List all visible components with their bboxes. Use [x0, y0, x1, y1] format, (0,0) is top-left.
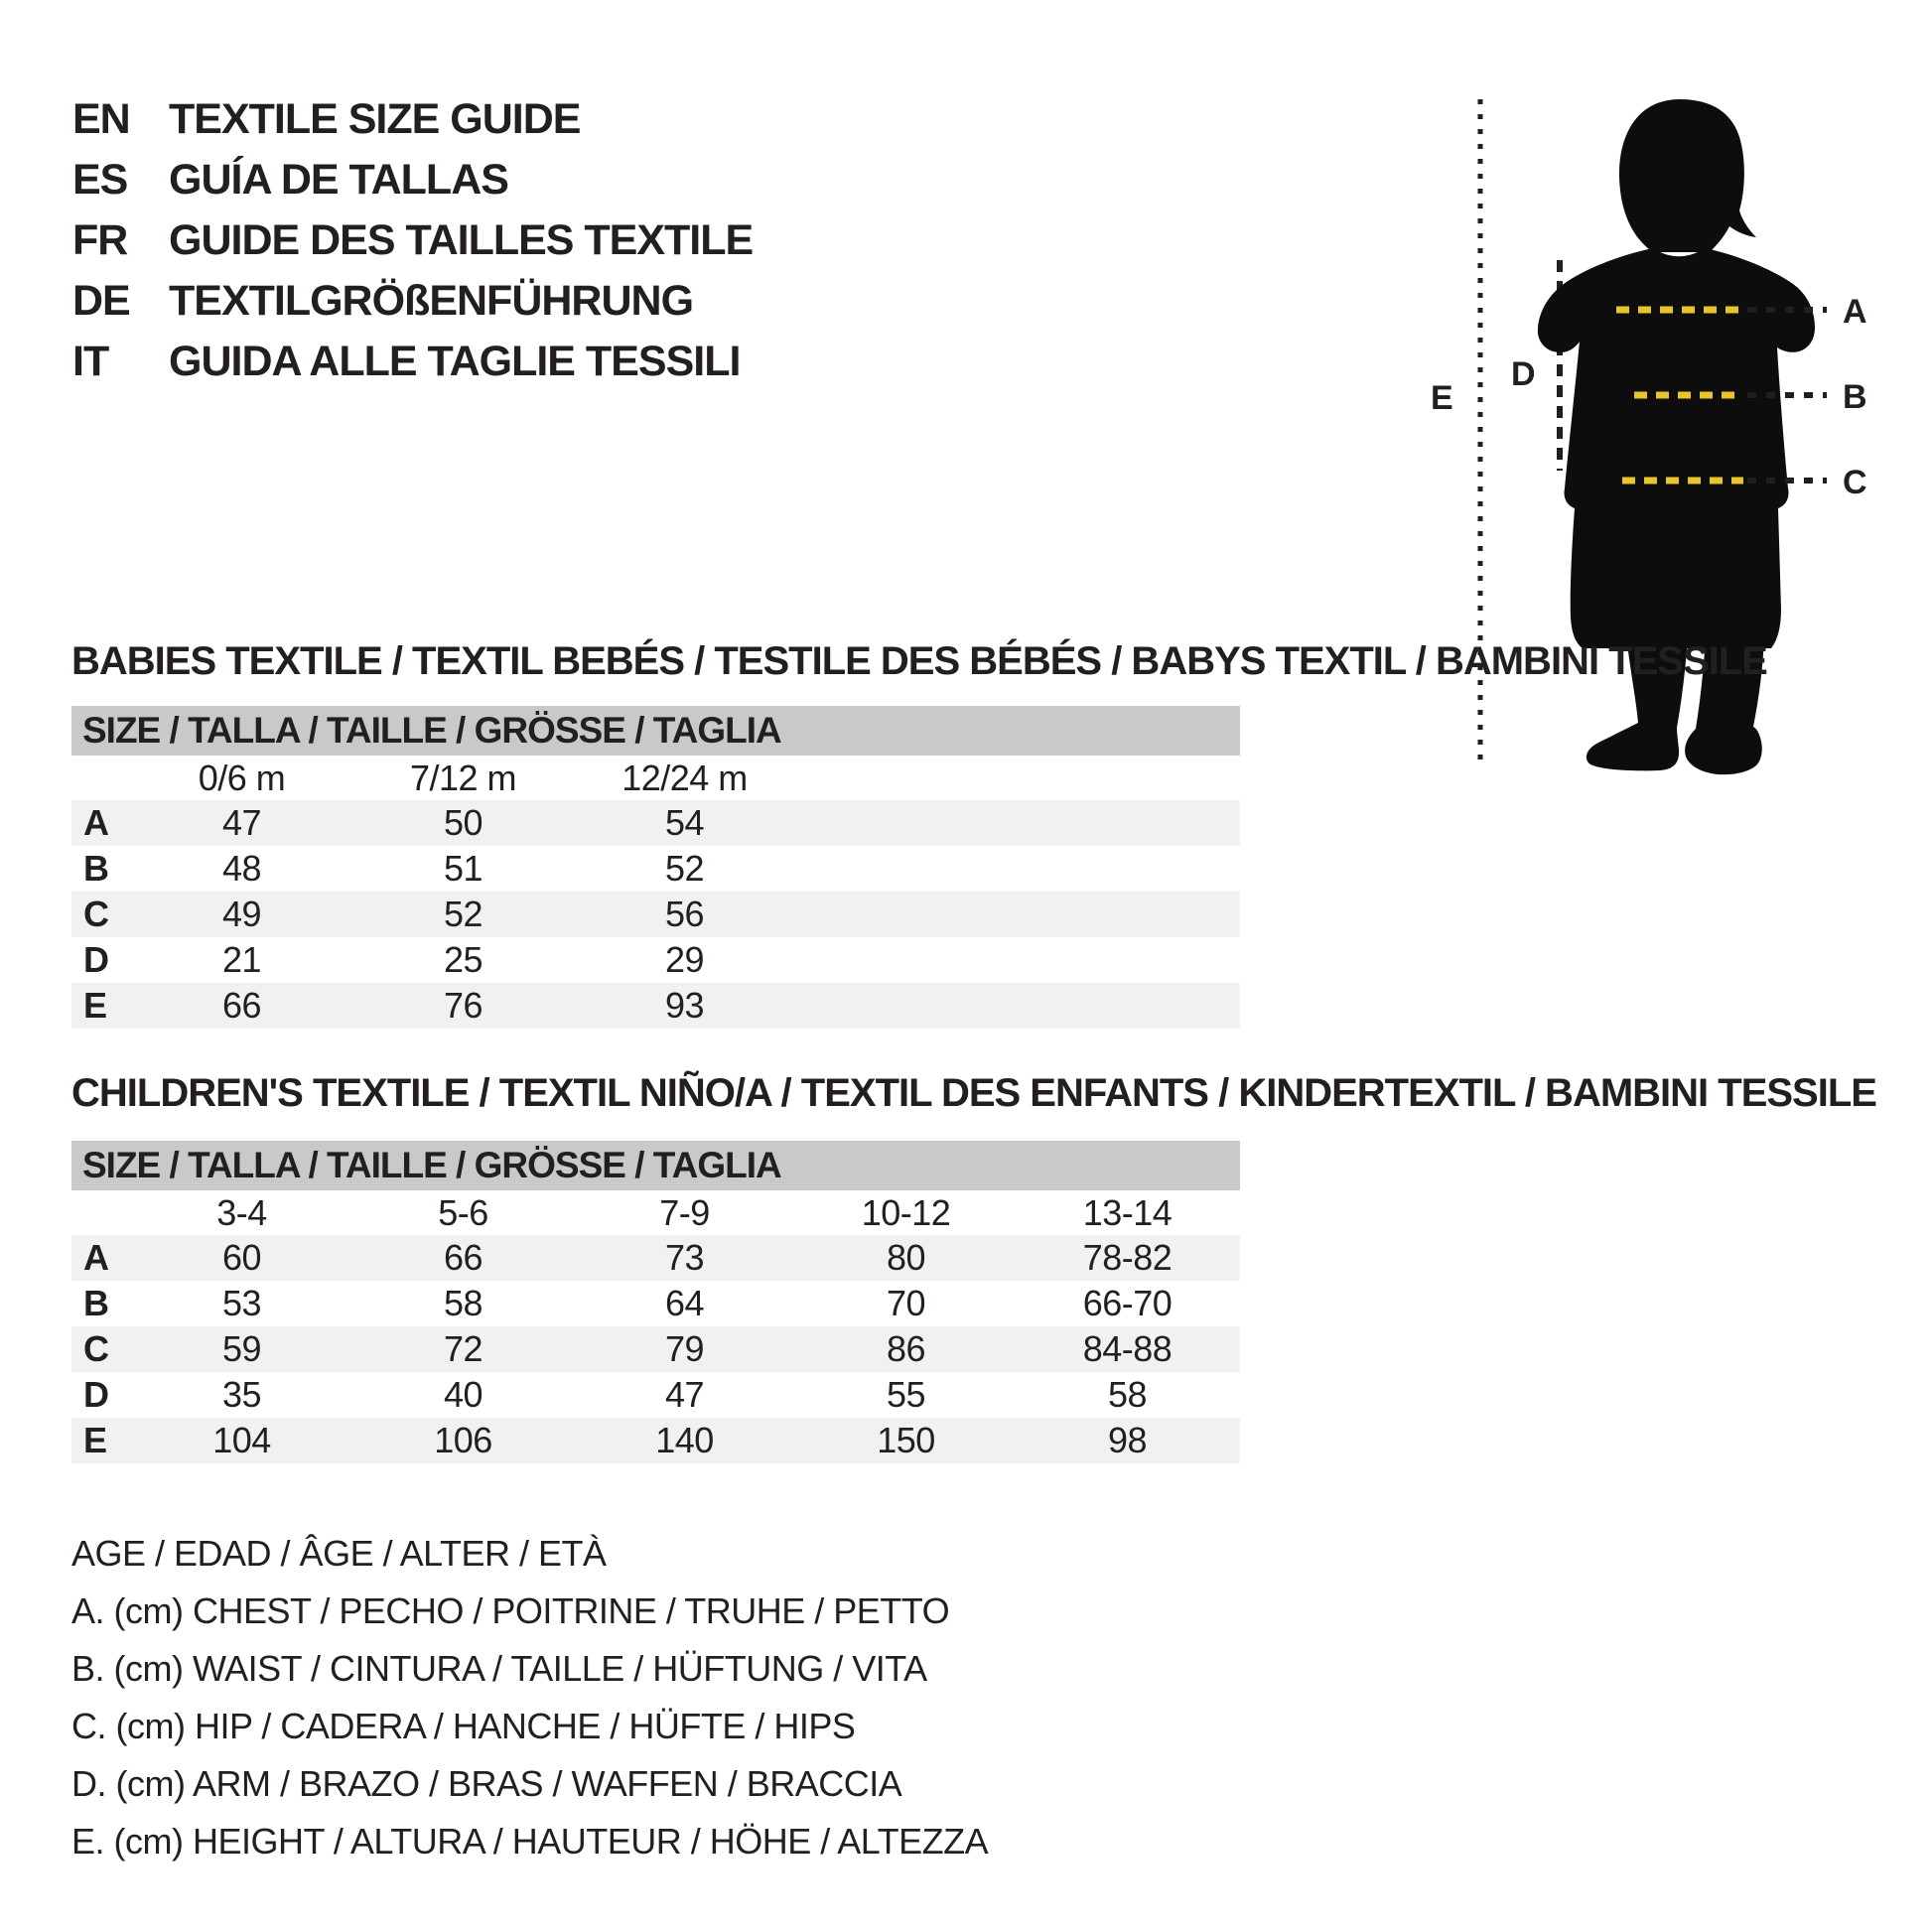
measurement-row-label: A	[83, 1237, 109, 1278]
size-column-header: 13-14	[1082, 1191, 1173, 1233]
measurement-value: 72	[443, 1328, 483, 1369]
legend-line: C. (cm) HIP / CADERA / HANCHE / HÜFTE / HIPS	[71, 1706, 856, 1746]
size-table-column-header-row	[71, 1190, 1240, 1235]
language-row	[72, 271, 753, 332]
language-row	[72, 89, 753, 150]
measurement-value: 40	[443, 1374, 483, 1415]
size-column-header: 3-4	[216, 1191, 267, 1233]
measurement-value: 73	[664, 1237, 705, 1278]
measurement-value: 58	[443, 1283, 483, 1323]
measurement-value: 76	[443, 985, 483, 1026]
measurement-value: 93	[664, 985, 705, 1026]
language-code: ES	[72, 156, 128, 204]
language-title: GUIDE DES TAILLES TEXTILE	[169, 216, 754, 264]
measurement-value: 47	[221, 802, 262, 843]
measurement-value: 66	[221, 985, 262, 1026]
measurement-value: 80	[886, 1237, 926, 1278]
measurement-figure	[1410, 60, 1932, 814]
children-section-heading: CHILDREN'S TEXTILE / TEXTIL NIÑO/A / TEXTIL DES ENFANTS / KINDERTEXTIL / BAMBINI TESSILE	[71, 1071, 1876, 1115]
measurement-value: 150	[877, 1420, 935, 1460]
size-column-header: 0/6 m	[198, 757, 286, 798]
size-table-row	[71, 1326, 1240, 1372]
measurement-row-label: C	[83, 1328, 109, 1369]
language-row	[72, 150, 753, 210]
size-column-header: 10-12	[861, 1191, 951, 1233]
legend-line: B. (cm) WAIST / CINTURA / TAILLE / HÜFTUNG / VITA	[71, 1648, 927, 1689]
measurement-value: 50	[443, 802, 483, 843]
babies-section-heading: BABIES TEXTILE / TEXTIL BEBÉS / TESTILE DES BÉBÉS / BABYS TEXTIL / BAMBINI TESSILE	[71, 639, 1767, 683]
size-table-row	[71, 800, 1240, 846]
measurement-value: 54	[664, 802, 705, 843]
measurement-row-label: E	[83, 985, 108, 1026]
measurement-value: 140	[655, 1420, 714, 1460]
measurement-value: 35	[221, 1374, 262, 1415]
language-list	[72, 89, 753, 392]
language-title: GUÍA DE TALLAS	[169, 156, 508, 204]
size-table-column-header-row	[71, 756, 1240, 800]
measurement-value: 21	[221, 939, 262, 980]
measurement-value: 86	[886, 1328, 926, 1369]
size-table-row	[71, 1235, 1240, 1281]
legend-line: A. (cm) CHEST / PECHO / POITRINE / TRUHE / PETTO	[71, 1590, 950, 1631]
children-size-table	[71, 1141, 1240, 1463]
size-table-row	[71, 1372, 1240, 1418]
measurement-value: 70	[886, 1283, 926, 1323]
measurement-value: 56	[664, 894, 705, 934]
measurement-value: 106	[434, 1420, 492, 1460]
measurement-row-label: E	[83, 1420, 108, 1460]
size-table-row	[71, 1418, 1240, 1463]
measurement-row-label: B	[83, 1283, 109, 1323]
language-code: DE	[72, 277, 130, 325]
measurement-value: 51	[443, 848, 483, 889]
figure-label-waist: B	[1843, 378, 1867, 416]
language-title: TEXTILGRÖßENFÜHRUNG	[169, 277, 694, 325]
size-table-header-bar: SIZE / TALLA / TAILLE / GRÖSSE / TAGLIA	[71, 1141, 1240, 1190]
measurement-value: 47	[664, 1374, 705, 1415]
measurement-value: 78-82	[1082, 1237, 1173, 1278]
figure-label-hip: C	[1843, 464, 1867, 501]
language-row	[72, 210, 753, 271]
measurement-value: 55	[886, 1374, 926, 1415]
measurement-value: 53	[221, 1283, 262, 1323]
language-code: IT	[72, 338, 109, 385]
measurement-row-label: D	[83, 1374, 109, 1415]
measurement-legend	[71, 1525, 988, 1870]
measurement-value: 66	[443, 1237, 483, 1278]
figure-label-height: E	[1431, 379, 1453, 417]
size-table-row	[71, 937, 1240, 983]
measurement-value: 79	[664, 1328, 705, 1369]
figure-label-chest: A	[1843, 293, 1867, 331]
measurement-value: 49	[221, 894, 262, 934]
measurement-value: 58	[1107, 1374, 1148, 1415]
measurement-value: 98	[1107, 1420, 1148, 1460]
legend-line: E. (cm) HEIGHT / ALTURA / HAUTEUR / HÖHE / ALTEZZA	[71, 1821, 989, 1862]
size-table-row	[71, 892, 1240, 937]
measurement-row-label: C	[83, 894, 109, 934]
measurement-value: 29	[664, 939, 705, 980]
language-code: EN	[72, 95, 130, 143]
language-title: TEXTILE SIZE GUIDE	[169, 95, 581, 143]
measurement-value: 104	[212, 1420, 271, 1460]
size-column-header: 12/24 m	[621, 757, 748, 798]
language-title: GUIDA ALLE TAGLIE TESSILI	[169, 338, 741, 385]
measurement-row-label: B	[83, 848, 109, 889]
babies-size-table	[71, 706, 1240, 1029]
legend-line: AGE / EDAD / ÂGE / ALTER / ETÀ	[71, 1533, 607, 1574]
language-code: FR	[72, 216, 128, 264]
measurement-value: 52	[664, 848, 705, 889]
measurement-value: 52	[443, 894, 483, 934]
size-column-header: 7-9	[659, 1191, 710, 1233]
measurement-value: 25	[443, 939, 483, 980]
size-column-header: 5-6	[438, 1191, 488, 1233]
measurement-value: 60	[221, 1237, 262, 1278]
measurement-value: 48	[221, 848, 262, 889]
size-table-header-bar: SIZE / TALLA / TAILLE / GRÖSSE / TAGLIA	[71, 706, 1240, 756]
size-table-row	[71, 983, 1240, 1029]
measurement-row-label: A	[83, 802, 109, 843]
size-column-header: 7/12 m	[409, 757, 517, 798]
language-row	[72, 332, 753, 392]
legend-line: D. (cm) ARM / BRAZO / BRAS / WAFFEN / BRACCIA	[71, 1763, 902, 1804]
measurement-row-label: D	[83, 939, 109, 980]
measurement-value: 66-70	[1082, 1283, 1173, 1323]
size-table-row	[71, 1281, 1240, 1326]
size-table-row	[71, 846, 1240, 892]
measurement-value: 59	[221, 1328, 262, 1369]
measurement-value: 84-88	[1082, 1328, 1173, 1369]
figure-label-arm: D	[1511, 355, 1536, 393]
measurement-value: 64	[664, 1283, 705, 1323]
